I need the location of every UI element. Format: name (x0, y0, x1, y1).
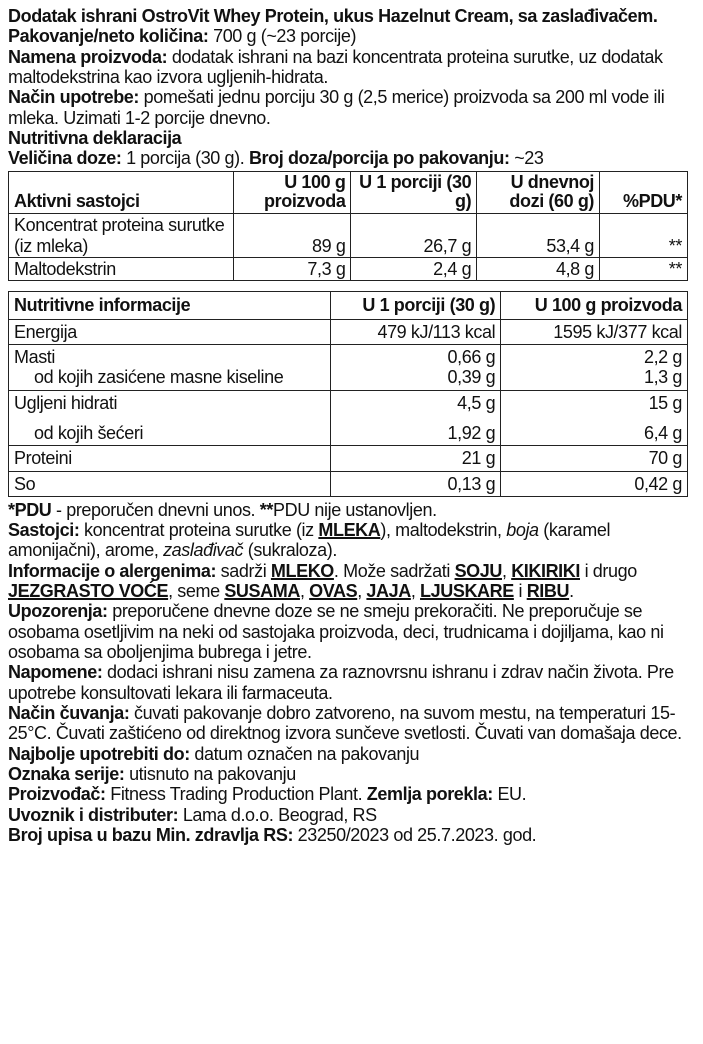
pdu-text: - preporučen dnevni unos. (51, 499, 260, 520)
batch-text: utisnuto na pakovanju (124, 764, 296, 785)
producer-section (8, 784, 695, 804)
importer-text: Lama d.o.o. Beograd, RS (178, 804, 377, 825)
declaration-heading (8, 128, 695, 148)
allergen-milk: MLEKO (270, 560, 334, 581)
row-name: Maltodekstrin (9, 257, 234, 280)
ingredients-text: (sukraloza). (243, 540, 337, 561)
serving-line (8, 148, 695, 168)
warning-label: Upozorenja: (8, 601, 108, 622)
allergen-text: , (357, 581, 367, 602)
usage-section (8, 87, 695, 128)
energy-per100: 1595 kJ/377 kcal (501, 319, 688, 344)
best-before-text: datum označen na pakovanju (189, 743, 420, 764)
allergen-label: Informacije o alergenima: (8, 560, 217, 581)
origin-label: Zemlja porekla: (366, 784, 493, 805)
allergen-shellfish: LJUSKARE (420, 581, 514, 602)
col-header-per100: U 100 g proizvoda (501, 292, 688, 319)
ingredients-section (8, 520, 695, 561)
producer-label: Proizvođač: (8, 784, 106, 805)
title-bold: Dodatak ishrani OstroVit Whey Protein, ukus Hazelnut Cream, sa zaslađivačem. Pakovanje/neto količina: (8, 6, 658, 47)
nutrition-table (8, 291, 688, 497)
best-before-label: Najbolje upotrebiti do: (8, 743, 190, 764)
declaration-title: Nutritivna deklaracija (8, 127, 182, 148)
table-row (9, 257, 688, 280)
allergen-peanut: KIKIRIKI (511, 560, 580, 581)
carbs-serving-cell (331, 390, 501, 446)
allergen-text: . Može sadržati (333, 560, 455, 581)
allergen-oats: OVAS (309, 581, 358, 602)
fat-name: Masti (14, 346, 56, 367)
allergen-section (8, 561, 695, 602)
notes-section (8, 500, 695, 846)
protein-serving: 21 g (331, 446, 501, 471)
table-row-fat (9, 344, 688, 390)
ingredients-text: ), maltodekstrin, (380, 520, 507, 541)
allergen-eggs: JAJA (366, 581, 411, 602)
protein-per100: 70 g (501, 446, 688, 471)
net-quantity: 700 g (~23 porcije) (213, 26, 357, 47)
remarks-text: dodaci ishrani nisu zamena za raznovrsnu ishranu i zdrav način života. Pre upotrebe konsultovati lekara ili farmaceuta. (8, 662, 674, 703)
energy-name: Energija (9, 319, 331, 344)
protein-name: Proteini (9, 446, 331, 471)
allergen-sesame: SUSAMA (224, 581, 300, 602)
allergen-soy: SOJU (454, 560, 502, 581)
allergen-text: sadrži (216, 560, 271, 581)
fat-per100-cell (501, 344, 688, 390)
warning-text: preporučene dnevne doze se ne smeju prekoračiti. Ne preporučuje se osobama osetljivim na neki od sastojaka proizvoda, deci, trudnicama i dojiljama, kao ni osobama sa oboljenjima bubrega i jetre. (8, 601, 664, 663)
allergen-fish: RIBU (526, 581, 570, 602)
ingredients-sweetener: zaslađivač (163, 540, 244, 561)
salt-name: So (9, 471, 331, 496)
purpose-section (8, 47, 695, 88)
ingredients-color: boja (506, 520, 539, 541)
salt-serving: 0,13 g (331, 471, 501, 496)
sugars-name: od kojih šećeri (34, 422, 144, 443)
importer-label: Uvoznik i distributer: (8, 804, 179, 825)
col-header-per100: U 100 g proizvoda (233, 171, 351, 214)
row-per-serving: 2,4 g (351, 257, 477, 280)
fat-serving: 0,66 g (447, 346, 496, 367)
carbs-per100: 15 g (648, 392, 682, 413)
carbs-serving: 4,5 g (457, 392, 496, 413)
col-header-pdu: %PDU* (600, 171, 688, 214)
allergen-milk: MLEKA (318, 520, 381, 541)
storage-text: čuvati pakovanje dobro zatvoreno, na suvom mestu, na temperaturi 15-25°C. Čuvati zaštićeno od direktnog izvora sunčeve svetlosti. Čuvati van domašaja dece. (8, 703, 682, 744)
storage-section (8, 703, 695, 764)
remarks-section (8, 662, 695, 703)
pdu-note (8, 500, 695, 520)
fat-serving-cell (331, 344, 501, 390)
importer-section (8, 805, 695, 825)
pdu2-label: ** (259, 499, 273, 520)
allergen-text: , seme (168, 581, 225, 602)
table-header-row (9, 292, 688, 319)
usage-label: Način upotrebe: (8, 87, 140, 108)
registry-text: 23250/2023 od 25.7.2023. god. (293, 825, 537, 846)
origin-text: EU. (492, 784, 527, 805)
salt-per100: 0,42 g (501, 471, 688, 496)
warning-section (8, 601, 695, 662)
servings-value: ~23 (514, 148, 544, 169)
row-per-day: 4,8 g (477, 257, 600, 280)
purpose-label: Namena proizvoda: (8, 46, 168, 67)
allergen-text: , (410, 581, 421, 602)
carbs-cell (9, 390, 331, 446)
row-per-serving: 26,7 g (351, 214, 477, 258)
col-header-per-day: U dnevnoj dozi (60 g) (477, 171, 600, 214)
col-header-nutrition: Nutritivne informacije (9, 292, 331, 319)
carbs-per100-cell (501, 390, 688, 446)
row-per100: 7,3 g (233, 257, 351, 280)
allergen-text: , (299, 581, 310, 602)
usage-text: pomešati jednu porciju 30 g (2,5 merice) proizvoda sa 200 ml vode ili mleka. Uzimati 1-2 porcije dnevno. (8, 87, 665, 128)
ingredients-text: koncentrat proteina surutke (iz (79, 520, 319, 541)
sugars-per100: 6,4 g (643, 422, 682, 443)
allergen-text: i (513, 581, 527, 602)
row-pdu: ** (600, 257, 688, 280)
sugars-serving: 1,92 g (447, 422, 496, 443)
row-per-day: 53,4 g (477, 214, 600, 258)
active-ingredients-table (8, 171, 688, 282)
product-title (8, 6, 695, 47)
table-row-protein (9, 446, 688, 471)
storage-label: Način čuvanja: (8, 703, 130, 724)
carbs-name: Ugljeni hidrati (14, 392, 118, 413)
saturated-serving: 0,39 g (447, 367, 496, 388)
table-row (9, 214, 688, 258)
energy-serving: 479 kJ/113 kcal (331, 319, 501, 344)
table-row-carbs (9, 390, 688, 446)
col-header-per-serving: U 1 porciji (30 g) (331, 292, 501, 319)
row-name: Koncentrat proteina surutke (iz mleka) (9, 214, 234, 258)
serving-value: 1 porcija (30 g). (126, 148, 245, 169)
saturated-per100: 1,3 g (643, 367, 682, 388)
pdu2-text: PDU nije ustanovljen. (272, 499, 437, 520)
allergen-text: , (501, 560, 512, 581)
row-pdu: ** (600, 214, 688, 258)
servings-label: Broj doza/porcija po pakovanju: (248, 148, 510, 169)
col-header-per-serving: U 1 porciji (30 g) (351, 171, 477, 214)
allergen-text: i drugo (580, 560, 637, 581)
registry-label: Broj upisa u bazu Min. zdravlja RS: (8, 825, 294, 846)
serving-label: Veličina doze: (8, 148, 122, 169)
fat-per100: 2,2 g (643, 346, 682, 367)
ingredients-text: (karamel amonijačni), arome, (8, 520, 611, 561)
allergen-nuts: JEZGRASTO VOĆE (8, 581, 169, 602)
ingredients-label: Sastojci: (8, 520, 80, 541)
row-per100: 89 g (233, 214, 351, 258)
remarks-label: Napomene: (8, 662, 103, 683)
registry-section (8, 825, 695, 845)
pdu-label: *PDU (8, 499, 52, 520)
batch-section (8, 764, 695, 784)
col-header-active: Aktivni sastojci (9, 171, 234, 214)
fat-cell (9, 344, 331, 390)
table-row-energy (9, 319, 688, 344)
purpose-text: dodatak ishrani na bazi koncentrata proteina surutke, uz dodatak maltodekstrina kao izvora ugljenih-hidrata. (8, 46, 663, 87)
producer-text: Fitness Trading Production Plant. (105, 784, 367, 805)
table-header-row (9, 171, 688, 214)
allergen-text: . (569, 581, 574, 602)
saturated-name: od kojih zasićene masne kiseline (34, 367, 284, 388)
batch-label: Oznaka serije: (8, 764, 125, 785)
table-row-salt (9, 471, 688, 496)
